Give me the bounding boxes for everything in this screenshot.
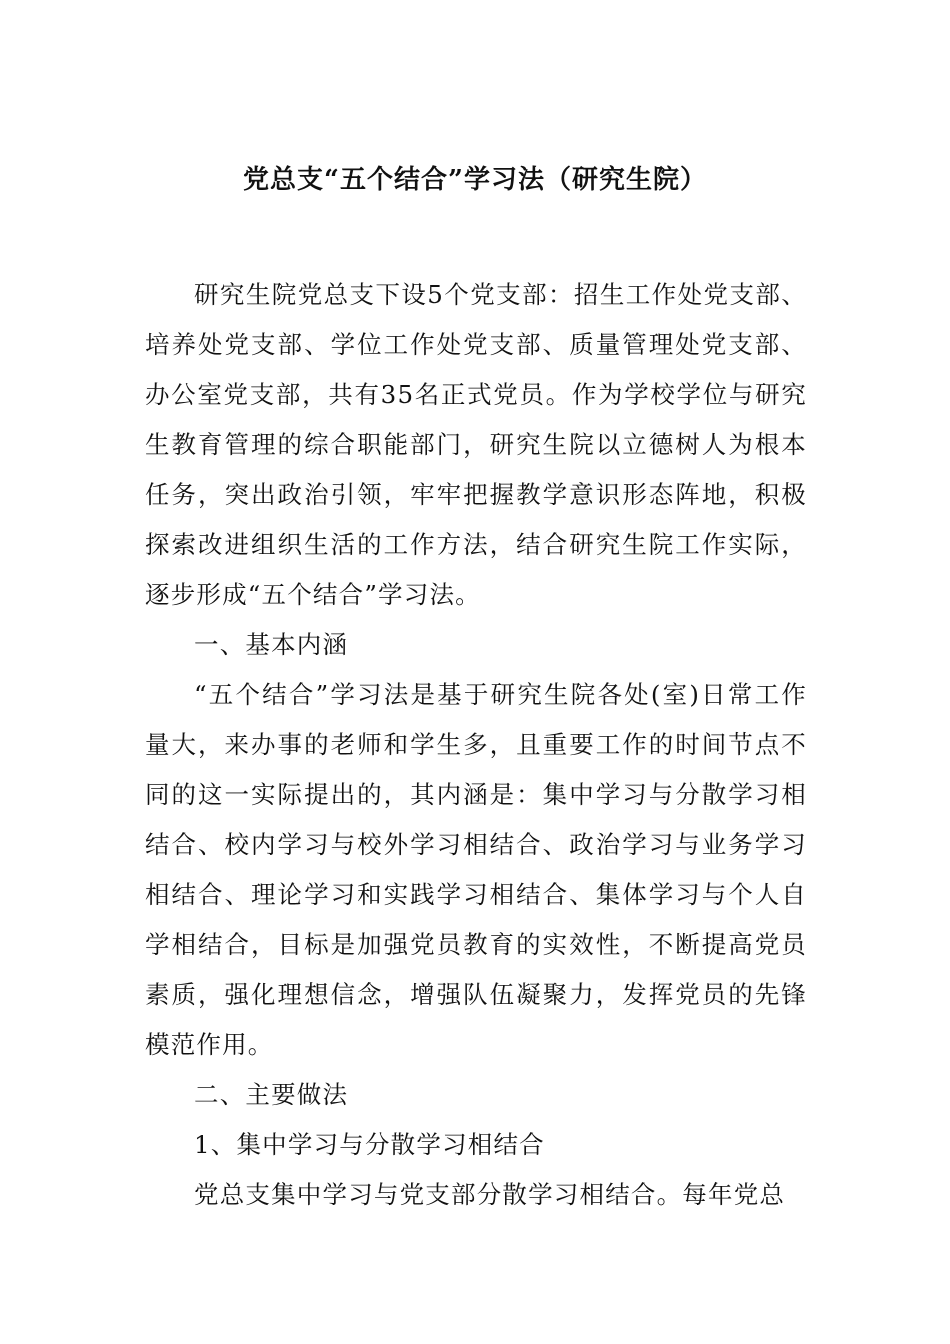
document-title: 党总支“五个结合”学习法（研究生院） xyxy=(243,165,707,195)
paragraph-subsection-1: 党总支集中学习与党支部分散学习相结合。每年党总 xyxy=(194,1180,786,1209)
section-heading-basic-meaning: 一、基本内涵 xyxy=(194,630,349,659)
paragraph-basic-meaning: “五个结合”学习法是基于研究生院各处(室)日常工作量大，来办事的老师和学生多，且重要工作的时间节点不同的这一实际提出的，其内涵是：集中学习与分散学习相结合、校内学习与校外学习相结合、政治学习与业务学习相结合、理论学习和实践学习相结合、集体学习与个人自学相结合，目标是加强党员教育的实效性，不断提高党员素质，强化理想信念，增强队伍凝聚力，发挥党员的先锋模范作用。 xyxy=(145,680,807,1059)
document-body xyxy=(145,270,807,1220)
paragraph-intro: 研究生院党总支下设5个党支部：招生工作处党支部、培养处党支部、学位工作处党支部、质量管理处党支部、办公室党支部，共有35名正式党员。作为学校学位与研究生教育管理的综合职能部门，研究生院以立德树人为根本任务，突出政治引领，牢牢把握教学意识形态阵地，积极探索改进组织生活的工作方法，结合研究生院工作实际，逐步形成“五个结合”学习法。 xyxy=(145,280,807,609)
section-heading-main-practices: 二、主要做法 xyxy=(194,1080,349,1109)
subsection-heading-1: 1、集中学习与分散学习相结合 xyxy=(194,1130,545,1159)
